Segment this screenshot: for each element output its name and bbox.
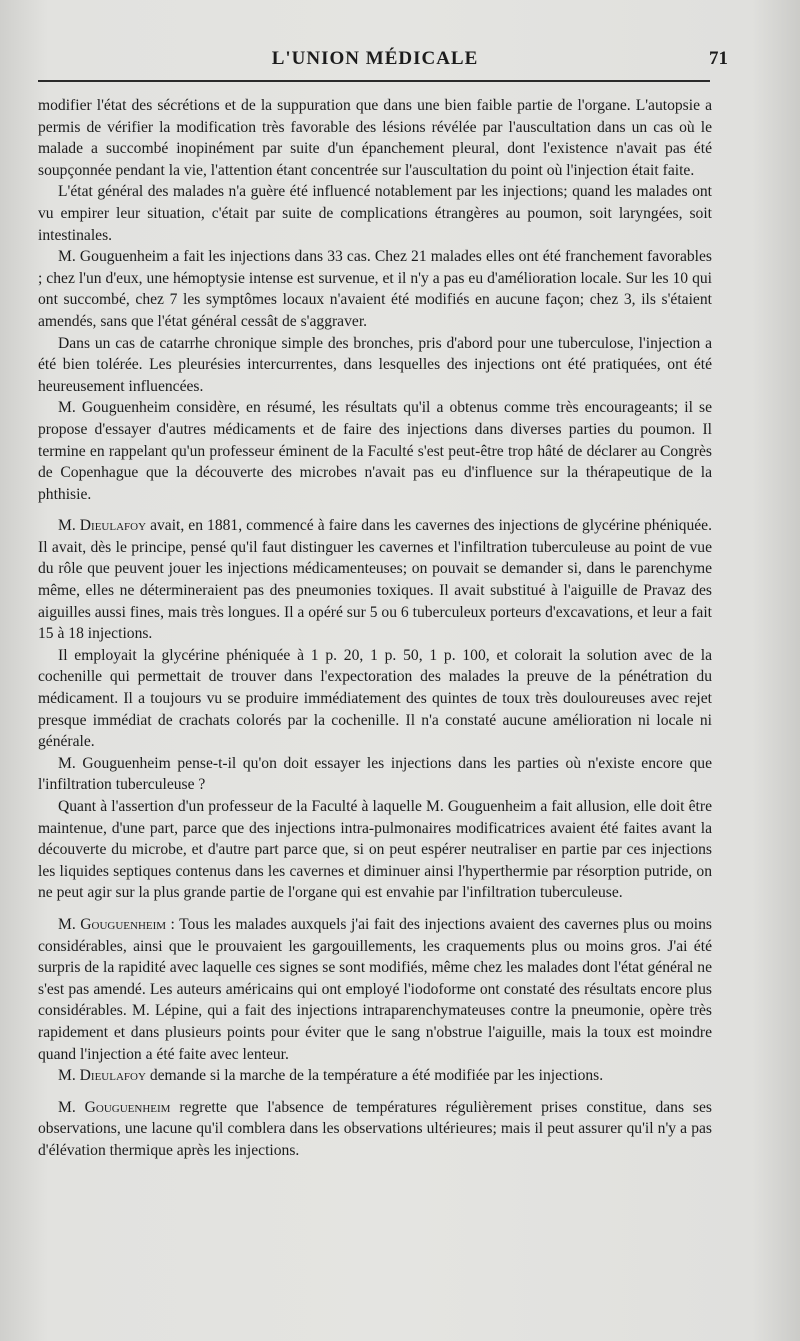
paragraph-text: avait, en 1881, commencé à faire dans les cavernes des injections de glycérine phéniquée. Il avait, dès le principe, pensé qu'il faut distinguer les cavernes et l'infiltration tuberculeuse au point de vue du rôle que peuvent jouer les injections médicamenteuses; on pouvait se demander si, dans le parenchyme même, elles ne détermineraient pas des pneumonies toxiques. Il avait substitué à l'aiguille de Pravaz des aiguilles aussi fines, mais très longues. Il a opéré sur 5 ou 6 tuberculeux porteurs d'excavations, et leur a fait 15 à 18 injections.	[38, 517, 713, 643]
paragraph-text: M. Gouguenheim considère, en résumé, les résultats qu'il a obtenus comme très encourageants; il se propose d'essayer d'autres médicaments et de faire des injections dans diverses parties du poumon. Il termine en rappelant qu'un professeur éminent de la Faculté s'est peut-être trop hâté de déclarer au Congrès de Copenhague que la découverte des microbes n'avait pas eu d'influence sur la thérapeutique de la phthisie.	[38, 399, 712, 503]
page-header	[38, 48, 728, 74]
paragraph	[38, 181, 712, 246]
paragraph	[38, 246, 712, 332]
page-number: 71	[709, 48, 728, 69]
speaker-name: M. Gouguenheim	[58, 1098, 171, 1116]
paragraph	[38, 1065, 712, 1087]
paragraph	[38, 515, 712, 645]
paragraph	[38, 914, 712, 1065]
running-title: L'UNION MÉDICALE	[271, 48, 479, 69]
speaker-name: M. Dieulafoy	[58, 1067, 146, 1085]
paragraph	[38, 333, 712, 398]
paragraph-text: regrette que l'absence de températures régulièrement prises constitue, dans ses observations, une lacune qu'il comblera dans les observations ultérieures; mais il peut assurer qu'il n'y a pas d'élévation thermique après les injections.	[38, 1098, 712, 1159]
paragraph-text: L'état général des malades n'a guère été influencé notablement par les injections; quand les malades ont vu empirer leur situation, c'était par suite de complications étrangères au poumon, soit laryngées, soit intestinales.	[38, 183, 712, 244]
speaker-name: M. Dieulafoy	[58, 517, 147, 535]
header-rule	[38, 80, 710, 82]
article-body	[38, 95, 712, 1162]
paragraph-text: : Tous les malades auxquels j'ai fait des injections avaient des cavernes plus ou moins considérables, ainsi que le prouvaient les gargouillements, les craquements plus ou moins gros. J'ai été surpris de la rapidité avec laquelle ces signes se sont modifiés, même chez les malades dont l'état général ne s'est pas amendé. Les auteurs américains qui ont employé l'iodoforme ont constaté des résultats encore plus considérables. M. Lépine, qui a fait des injections intraparenchymateuses contre la pneumonie, opère très rapidement et dans plusieurs points pour éviter que le sang n'obstrue l'aiguille, mais la toux est moindre quand l'injection a été faite avec lenteur.	[38, 915, 712, 1063]
paragraph	[38, 796, 712, 904]
paragraph-text: modifier l'état des sécrétions et de la suppuration que dans une bien faible partie de l'organe. L'autopsie a permis de vérifier la modification très favorable des lésions révélée par l'auscultation dans un cas où le malade a succombé inopinément par suite d'un épanchement pleural, dont l'existence n'avait pas été soupçonnée pendant la vie, l'attention étant concentrée sur l'auscultation du point où l'injection était faite.	[38, 97, 712, 179]
paragraph-text: Quant à l'assertion d'un professeur de la Faculté à laquelle M. Gouguenheim a fait allusion, elle doit être maintenue, d'une part, parce que des injections intra-pulmonaires modificatrices avaient été faites avant la découverte du microbe, et d'autre part parce que, si on peut espérer neutraliser en partie par ces injections les liquides septiques contenus dans les cavernes et diminuer ainsi l'hyperthermie par résorption putride, on ne peut agir sur la plus grande partie de l'organe qui est envahie par l'infiltration tuberculeuse.	[38, 798, 712, 902]
paragraph-text: Il employait la glycérine phéniquée à 1 p. 20, 1 p. 50, 1 p. 100, et colorait la solution avec de la cochenille qui permettait de trouver dans l'expectoration des malades la preuve de la pénétration du médicament. Il a toujours vu se produire immédiatement des quintes de toux très douloureuses avec rejet presque immédiat de crachats colorés par la cochenille. Il n'a constaté aucune amélioration ni locale ni générale.	[38, 646, 712, 751]
paragraph	[38, 1097, 712, 1162]
paragraph-text: M. Gouguenheim pense-t-il qu'on doit essayer les injections dans les parties où n'existe encore que l'infiltration tuberculeuse ?	[38, 754, 712, 794]
paragraph-text: M. Gouguenheim a fait les injections dans 33 cas. Chez 21 malades elles ont été franchement favorables ; chez l'un d'eux, une hémoptysie intense est survenue, et il n'y a pas eu d'amélioration locale. Sur les 10 qui ont succombé, chez 7 les symptômes locaux n'avaient été modifiés en aucune façon; chez 3, ils s'étaient amendés, sans que l'état général cessât de s'aggraver.	[38, 248, 712, 330]
paragraph	[38, 645, 712, 753]
paragraph-text: demande si la marche de la température a été modifiée par les injections.	[145, 1067, 604, 1085]
speaker-name: M. Gouguenheim	[58, 915, 167, 933]
paragraph	[38, 753, 712, 796]
paragraph-text: Dans un cas de catarrhe chronique simple des bronches, pris d'abord pour une tuberculose, l'injection a été bien tolérée. Les pleurésies intercurrentes, dans lesquelles des injections ont été pratiquées, ont été heureusement influencées.	[38, 334, 712, 395]
paragraph	[38, 95, 712, 181]
paragraph	[38, 397, 712, 505]
